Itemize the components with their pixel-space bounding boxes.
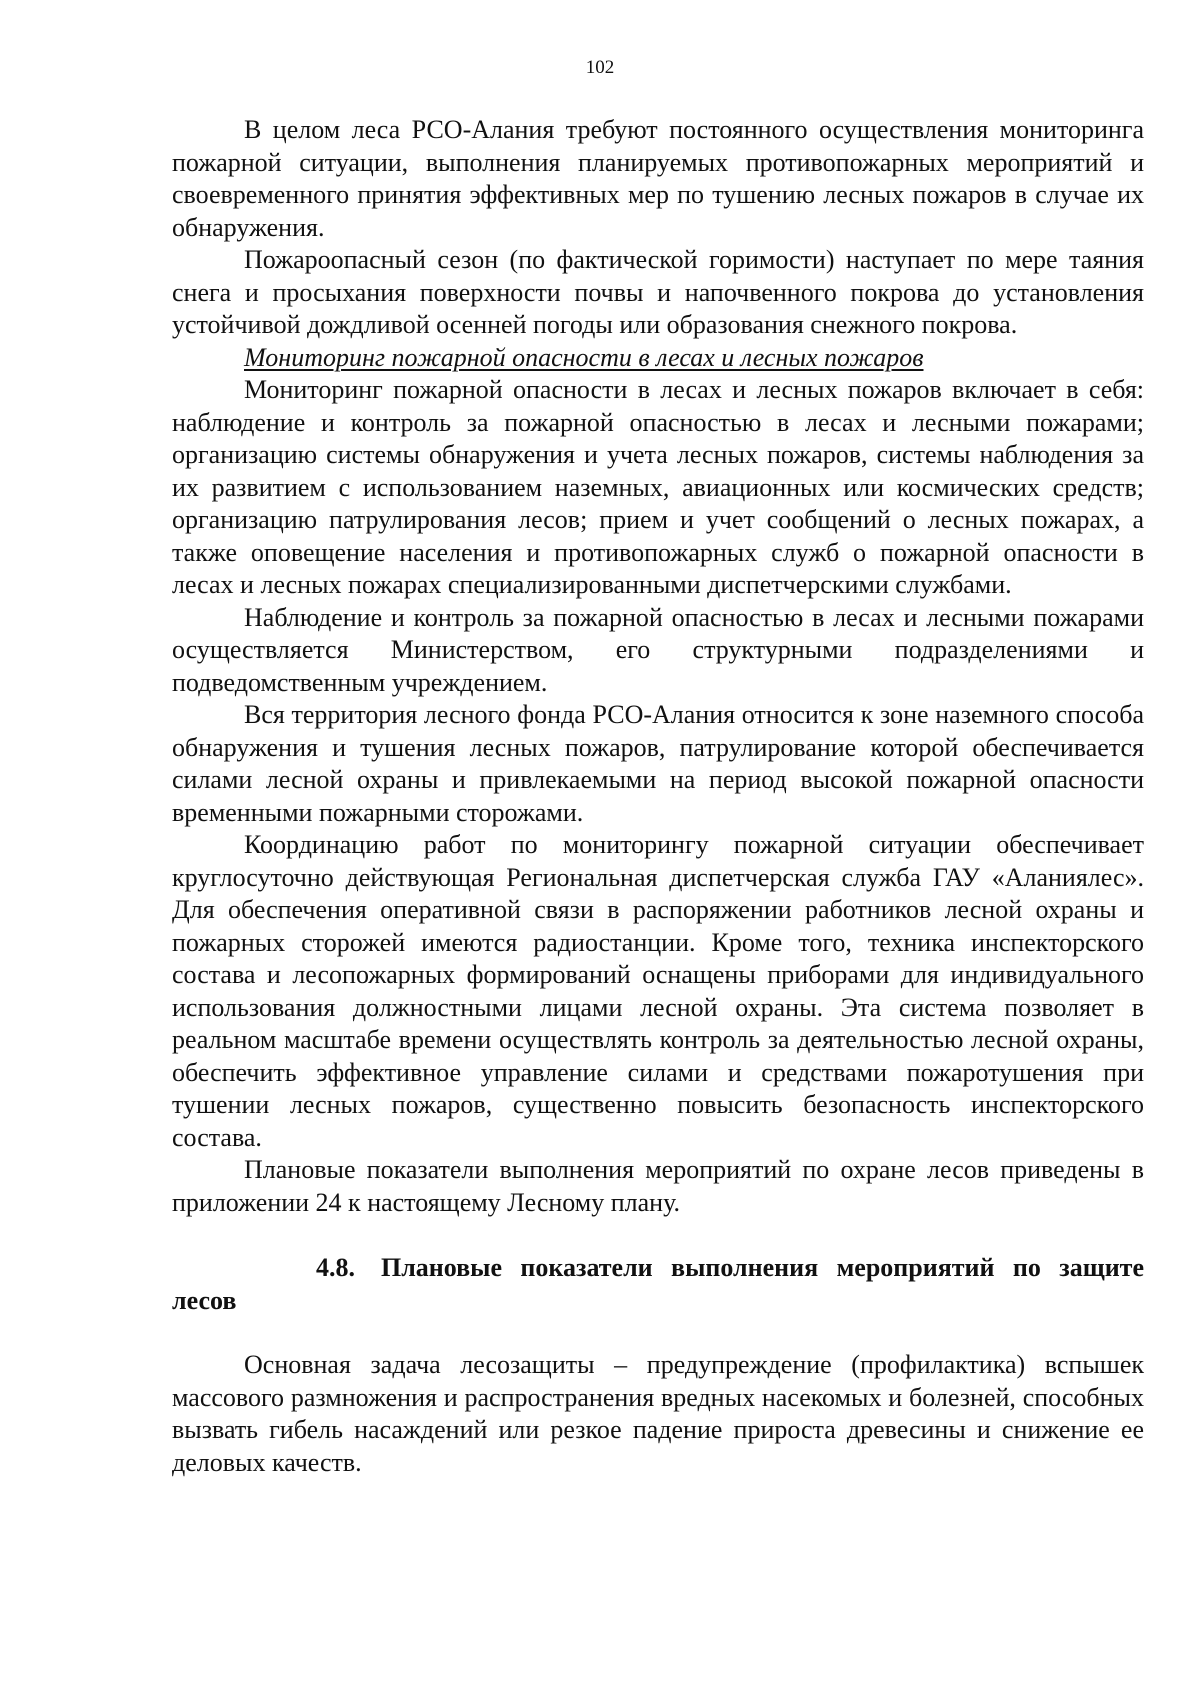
paragraph-monitoring-includes: Мониторинг пожарной опасности в лесах и лесных пожаров включает в себя: наблюдение и контроль за пожарной опасностью в лесах и лесными пожарами; организацию системы обнаружения и учета лесных пожаров, системы наблюдения за их развитием с использованием наземных, авиационных или космических средств; организацию патрулирования лесов; прием и учет сообщений о лесных пожарах, а также оповещение населения и противопожарных служб о пожарной опасности в лесах и лесных пожарах специализированными диспетчерскими службами. <box>172 375 1144 599</box>
paragraph-observation-control: Наблюдение и контроль за пожарной опасностью в лесах и лесными пожарами осуществляется Министерством, его структурными подразделениями и подведомственным учреждением. <box>172 602 1144 697</box>
paragraph-ground-detection-zone: Вся территория лесного фонда РСО-Алания относится к зоне наземного способа обнаружения и тушения лесных пожаров, патрулирование которой обеспечивается силами лесной охраны и привлекаемыми на период высокой пожарной опасности временными пожарными сторожами. <box>172 700 1144 827</box>
paragraph-dispatch-service: Координацию работ по мониторингу пожарной ситуации обеспечивает круглосуточно действующая Региональная диспетчерская служба ГАУ «Аланиялес». Для обеспечения оперативной связи в распоряжении работников лесной охраны и пожарных сторожей имеются радиостанции. Кроме того, техника инспекторского состава и лесопожарных формирований оснащены приборами для индивидуального использования должностными лицами лесной охраны. Эта система позволяет в реальном масштабе времени осуществлять контроль за деятельностью лесной охраны, обеспечить эффективное управление силами и средствами пожаротушения при тушении лесных пожаров, существенно повысить безопасность инспекторского состава. <box>172 830 1144 1152</box>
section-heading-4-8 <box>172 1252 1144 1317</box>
page-number: 102 <box>585 57 615 78</box>
paragraph-forest-protection-task: Основная задача лесозащиты – предупреждение (профилактика) вспышек массового размножения и распространения вредных насекомых и болезней, способных вызвать гибель насаждений или резкое падение прироста древесины и снижение ее деловых качеств. <box>172 1350 1144 1477</box>
page-body <box>172 114 1144 1479</box>
subheading-fire-monitoring: Мониторинг пожарной опасности в лесах и лесных пожаров <box>244 342 924 372</box>
section-number: 4.8. <box>316 1253 355 1282</box>
paragraph-forest-monitoring-intro: В целом леса РСО-Алания требуют постоянного осуществления мониторинга пожарной ситуации, выполнения планируемых противопожарных мероприятий и своевременного принятия эффективных мер по тушению лесных пожаров в случае их обнаружения. <box>172 115 1144 242</box>
paragraph-planned-indicators-protection: Плановые показатели выполнения мероприятий по охране лесов приведены в приложении 24 к настоящему Лесному плану. <box>172 1155 1144 1217</box>
section-title: Плановые показатели выполнения мероприятий по защите лесов <box>172 1253 1144 1315</box>
paragraph-fire-season: Пожароопасный сезон (по фактической горимости) наступает по мере таяния снега и просыхания поверхности почвы и напочвенного покрова до установления устойчивой дождливой осенней погоды или образования снежного покрова. <box>172 245 1144 339</box>
